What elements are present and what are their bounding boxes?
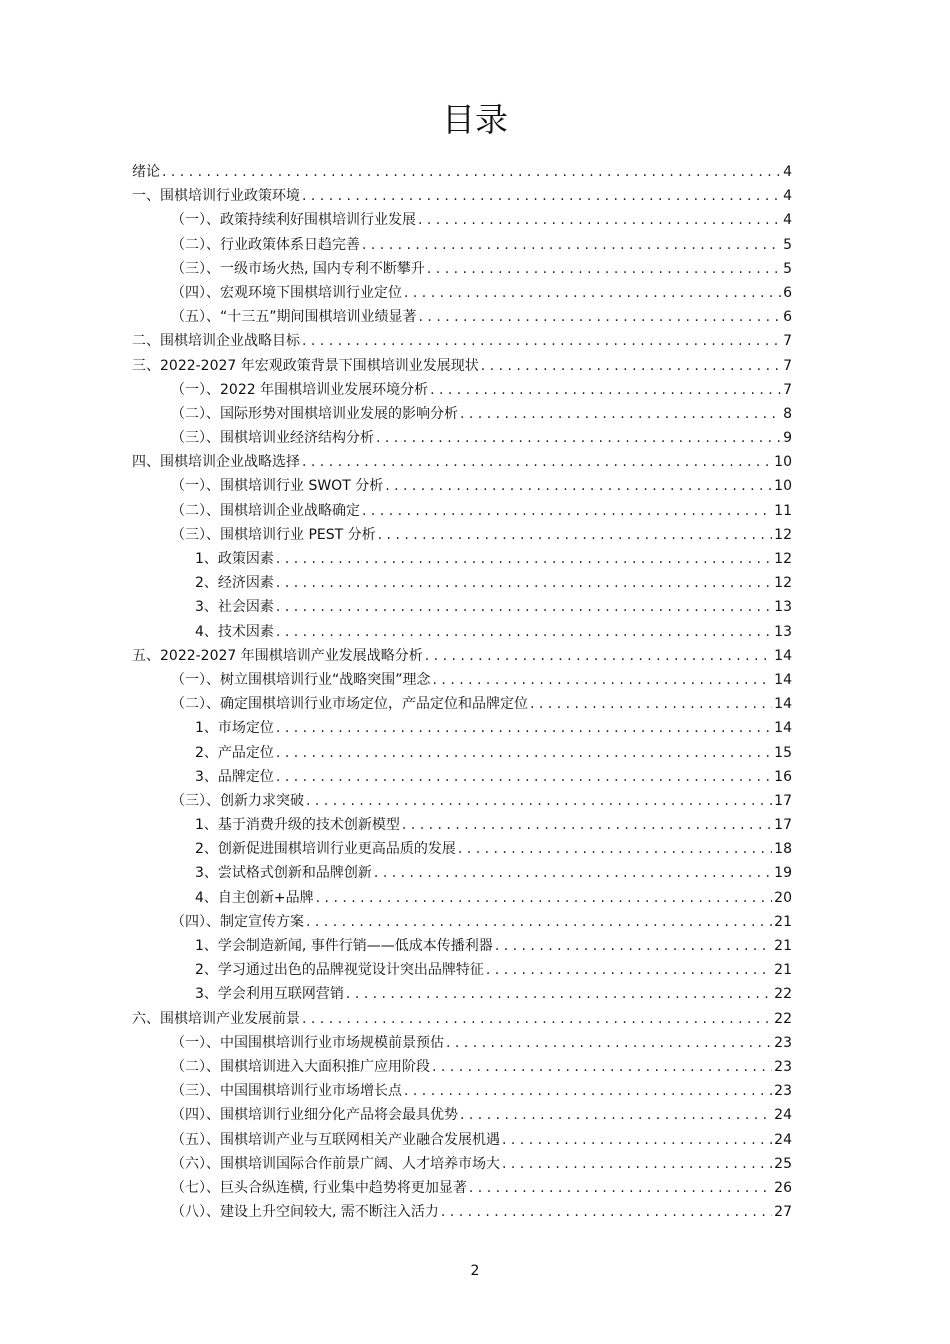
- toc-dot-leader: [376, 426, 781, 450]
- toc-entry[interactable]: [132, 1079, 792, 1103]
- toc-dot-leader: [486, 958, 772, 982]
- toc-dot-leader: [276, 571, 772, 595]
- toc-dot-leader: [481, 354, 781, 378]
- toc-dot-leader: [276, 620, 772, 644]
- toc-dot-leader: [404, 281, 781, 305]
- toc-entry-page: 14: [774, 647, 792, 664]
- toc-entry[interactable]: [132, 474, 792, 498]
- toc-dot-leader: [346, 982, 772, 1006]
- toc-entry[interactable]: [132, 1031, 792, 1055]
- toc-entry-page: 7: [783, 357, 792, 374]
- toc-entry-page: 4: [783, 164, 792, 180]
- toc-entry-title: （三）、围棋培训业经济结构分析: [171, 430, 374, 447]
- toc-entry-title: （二）、行业政策体系日趋完善: [171, 236, 360, 253]
- toc-entry-page: 21: [774, 938, 792, 954]
- toc-entry[interactable]: [132, 1103, 792, 1127]
- toc-entry-page: 7: [783, 381, 792, 398]
- toc-entry-title: （八）、建设上升空间较大, 需不断注入活力: [171, 1204, 439, 1221]
- toc-entry-page: 26: [774, 1179, 792, 1196]
- toc-entry-page: 11: [774, 502, 792, 519]
- toc-entry-title: （一）、2022 年围棋培训业发展环境分析: [171, 381, 429, 398]
- toc-entry[interactable]: [132, 741, 792, 765]
- toc-entry[interactable]: [132, 402, 792, 426]
- toc-entry-title: （一）、树立围棋培训行业“战略突围”理念: [171, 671, 431, 688]
- toc-entry-title: （一）、围棋培训行业 SWOT 分析: [171, 478, 384, 495]
- toc-entry-page: 13: [774, 599, 792, 616]
- toc-entry[interactable]: [132, 281, 792, 305]
- toc-dot-leader: [425, 644, 772, 668]
- toc-dot-leader: [276, 595, 772, 619]
- toc-entry-title: （三）、一级市场火热, 国内专利不断攀升: [171, 260, 425, 277]
- toc-entry-page: 23: [774, 1034, 792, 1051]
- toc-entry-title: 三、2022-2027 年宏观政策背景下围棋培训业发展现状: [132, 357, 479, 374]
- toc-dot-leader: [530, 692, 772, 716]
- toc-entry-page: 10: [774, 454, 792, 471]
- toc-dot-leader: [374, 861, 772, 885]
- toc-dot-leader: [385, 474, 772, 498]
- toc-entry[interactable]: [132, 861, 792, 885]
- toc-entry-title: （二）、围棋培训企业战略确定: [171, 502, 360, 519]
- toc-entry-title: 六、围棋培训产业发展前景: [132, 1010, 300, 1027]
- toc-entry[interactable]: [132, 233, 792, 257]
- toc-entry-title: （七）、巨头合纵连横, 行业集中趋势将更加显著: [171, 1179, 467, 1196]
- toc-entry-page: 15: [774, 744, 792, 761]
- toc-entry-title: 4、技术因素: [195, 623, 274, 640]
- toc-entry[interactable]: [132, 160, 792, 184]
- toc-entry-title: 1、政策因素: [195, 551, 274, 567]
- toc-entry-page: 17: [774, 817, 792, 834]
- toc-entry-page: 4: [783, 188, 792, 205]
- toc-dot-leader: [502, 1128, 772, 1152]
- toc-entry-page: 12: [774, 575, 792, 592]
- toc-entry[interactable]: [132, 716, 792, 740]
- toc-entry-title: 2、经济因素: [195, 575, 274, 592]
- toc-entry[interactable]: [132, 378, 792, 402]
- page-title: 目录: [442, 100, 508, 139]
- toc-entry-page: 12: [774, 551, 792, 567]
- toc-dot-leader: [495, 934, 772, 958]
- toc-entry-title: （六）、围棋培训国际合作前景广阔、人才培养市场大: [171, 1155, 500, 1172]
- toc-entry[interactable]: [132, 982, 792, 1006]
- toc-entry-title: 绪论: [132, 164, 160, 180]
- toc-entry-title: （三）、创新力求突破: [171, 792, 304, 809]
- toc-entry[interactable]: [132, 813, 792, 837]
- toc-entry-page: 13: [774, 623, 792, 640]
- toc-dot-leader: [441, 1200, 772, 1224]
- toc-entry[interactable]: [132, 1152, 792, 1176]
- toc-dot-leader: [276, 716, 772, 740]
- toc-entry[interactable]: [132, 1007, 792, 1031]
- toc-entry[interactable]: [132, 426, 792, 450]
- toc-entry-title: 五、2022-2027 年围棋培训产业发展战略分析: [132, 647, 423, 664]
- toc-dot-leader: [306, 910, 772, 934]
- table-of-contents: [132, 160, 792, 1224]
- toc-entry-title: （五）、“十三五”期间围棋培训业绩显著: [171, 309, 417, 326]
- toc-dot-leader: [276, 741, 772, 765]
- toc-entry-title: 3、学会利用互联网营销: [195, 986, 344, 1003]
- toc-entry[interactable]: [132, 692, 792, 716]
- toc-entry[interactable]: [132, 354, 792, 378]
- toc-entry-title: 2、学习通过出色的品牌视觉设计突出品牌特征: [195, 962, 484, 979]
- toc-entry-page: 23: [774, 1083, 792, 1100]
- toc-dot-leader: [302, 1007, 772, 1031]
- toc-dot-leader: [446, 1031, 772, 1055]
- toc-entry[interactable]: [132, 1128, 792, 1152]
- toc-entry-page: 23: [774, 1058, 792, 1075]
- toc-dot-leader: [402, 813, 772, 837]
- toc-dot-leader: [404, 1079, 772, 1103]
- toc-dot-leader: [458, 837, 772, 861]
- toc-entry[interactable]: [132, 305, 792, 329]
- toc-entry-title: 3、品牌定位: [195, 768, 274, 785]
- toc-entry-page: 20: [774, 889, 792, 906]
- toc-entry-title: 3、尝试格式创新和品牌创新: [195, 865, 372, 882]
- toc-entry-page: 14: [774, 720, 792, 737]
- toc-entry-title: （三）、围棋培训行业 PEST 分析: [171, 526, 376, 543]
- toc-dot-leader: [306, 789, 772, 813]
- toc-entry[interactable]: [132, 571, 792, 595]
- toc-entry-page: 4: [783, 212, 792, 229]
- toc-dot-leader: [502, 1152, 772, 1176]
- toc-dot-leader: [162, 160, 781, 184]
- toc-entry[interactable]: [132, 958, 792, 982]
- toc-entry[interactable]: [132, 450, 792, 474]
- toc-dot-leader: [316, 886, 773, 910]
- toc-entry-page: 24: [774, 1107, 792, 1124]
- toc-entry-title: 一、围棋培训行业政策环境: [132, 188, 300, 205]
- toc-entry-title: 4、自主创新+品牌: [195, 889, 314, 906]
- toc-entry-page: 12: [774, 526, 792, 543]
- toc-entry[interactable]: [132, 329, 792, 353]
- toc-entry-page: 10: [774, 478, 792, 495]
- toc-entry-page: 19: [774, 865, 792, 882]
- toc-entry[interactable]: [132, 886, 792, 910]
- toc-entry[interactable]: [132, 934, 792, 958]
- toc-entry-page: 8: [783, 405, 792, 422]
- toc-entry[interactable]: [132, 644, 792, 668]
- toc-entry-page: 6: [783, 309, 792, 326]
- toc-entry[interactable]: [132, 499, 792, 523]
- toc-entry[interactable]: [132, 668, 792, 692]
- toc-dot-leader: [302, 450, 772, 474]
- toc-entry-page: 7: [783, 333, 792, 350]
- toc-entry-page: 5: [783, 260, 792, 277]
- toc-entry[interactable]: [132, 523, 792, 547]
- toc-dot-leader: [362, 499, 772, 523]
- toc-dot-leader: [302, 184, 781, 208]
- toc-dot-leader: [430, 378, 781, 402]
- toc-entry-title: （四）、宏观环境下围棋培训行业定位: [171, 284, 402, 301]
- toc-entry-page: 25: [774, 1155, 792, 1172]
- toc-entry-title: （二）、确定围棋培训行业市场定位，产品定位和品牌定位: [171, 696, 528, 713]
- page-number: 2: [470, 1263, 480, 1279]
- toc-entry-title: （二）、国际形势对围棋培训业发展的影响分析: [171, 405, 458, 422]
- toc-entry-title: （四）、制定宣传方案: [171, 913, 304, 930]
- toc-entry-page: 24: [774, 1131, 792, 1148]
- toc-entry[interactable]: [132, 765, 792, 789]
- toc-entry-page: 14: [774, 671, 792, 688]
- toc-entry-page: 21: [774, 962, 792, 979]
- toc-dot-leader: [460, 402, 781, 426]
- toc-entry[interactable]: [132, 257, 792, 281]
- toc-entry-page: 22: [774, 986, 792, 1003]
- toc-dot-leader: [276, 765, 772, 789]
- toc-entry-page: 17: [774, 792, 792, 809]
- toc-entry-title: 1、市场定位: [195, 720, 274, 737]
- toc-dot-leader: [418, 208, 781, 232]
- toc-entry-title: 2、创新促进围棋培训行业更高品质的发展: [195, 841, 456, 858]
- toc-entry-title: （二）、围棋培训进入大面积推广应用阶段: [171, 1058, 430, 1075]
- toc-entry[interactable]: [132, 1176, 792, 1200]
- toc-entry-title: 1、基于消费升级的技术创新模型: [195, 817, 400, 834]
- toc-entry-page: 18: [774, 841, 792, 858]
- toc-dot-leader: [276, 547, 772, 571]
- toc-dot-leader: [378, 523, 773, 547]
- toc-dot-leader: [362, 233, 781, 257]
- toc-entry-page: 9: [783, 430, 792, 447]
- toc-entry[interactable]: [132, 620, 792, 644]
- toc-dot-leader: [433, 668, 773, 692]
- toc-entry-page: 14: [774, 696, 792, 713]
- toc-entry-title: （一）、中国围棋培训行业市场规模前景预估: [171, 1034, 444, 1051]
- toc-dot-leader: [427, 257, 781, 281]
- toc-entry-title: 四、围棋培训企业战略选择: [132, 454, 300, 471]
- toc-entry[interactable]: [132, 1055, 792, 1079]
- toc-entry-title: 二、围棋培训企业战略目标: [132, 333, 300, 350]
- toc-dot-leader: [302, 329, 781, 353]
- toc-dot-leader: [460, 1103, 772, 1127]
- toc-entry-page: 5: [783, 236, 792, 253]
- toc-entry-page: 16: [774, 768, 792, 785]
- toc-dot-leader: [432, 1055, 772, 1079]
- toc-entry[interactable]: [132, 910, 792, 934]
- toc-entry-title: （一）、政策持续利好围棋培训行业发展: [171, 212, 416, 229]
- toc-entry[interactable]: [132, 789, 792, 813]
- toc-entry-page: 27: [774, 1204, 792, 1221]
- toc-entry[interactable]: [132, 184, 792, 208]
- toc-entry[interactable]: [132, 547, 792, 571]
- toc-entry-title: （四）、围棋培训行业细分化产品将会最具优势: [171, 1107, 458, 1124]
- toc-entry[interactable]: [132, 1200, 792, 1224]
- toc-entry-page: 6: [783, 284, 792, 301]
- toc-entry-title: （三）、中国围棋培训行业市场增长点: [171, 1083, 402, 1100]
- toc-dot-leader: [419, 305, 782, 329]
- toc-entry-title: （五）、围棋培训产业与互联网相关产业融合发展机遇: [171, 1131, 500, 1148]
- toc-entry[interactable]: [132, 595, 792, 619]
- toc-entry-page: 22: [774, 1010, 792, 1027]
- toc-entry[interactable]: [132, 837, 792, 861]
- toc-entry-page: 21: [774, 913, 792, 930]
- toc-entry[interactable]: [132, 208, 792, 232]
- toc-dot-leader: [469, 1176, 772, 1200]
- toc-entry-title: 3、社会因素: [195, 599, 274, 616]
- toc-entry-title: 2、产品定位: [195, 744, 274, 761]
- toc-entry-title: 1、学会制造新闻, 事件行销——低成本传播利器: [195, 938, 493, 954]
